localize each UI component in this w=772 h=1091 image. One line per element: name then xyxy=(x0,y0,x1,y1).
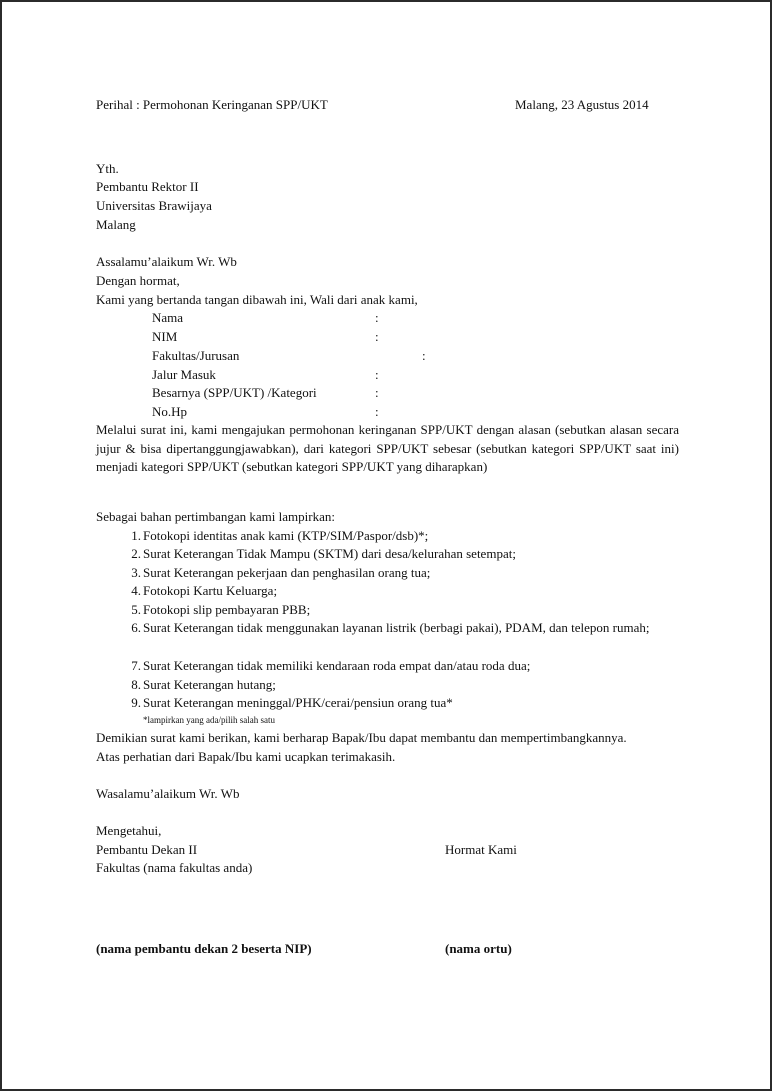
field-label-nama: Nama xyxy=(152,310,184,325)
field-colon-jalur-masuk: : xyxy=(375,367,379,382)
recipient-line-2: Pembantu Rektor II xyxy=(96,179,199,194)
field-colon-nohp: : xyxy=(375,404,379,419)
request-paragraph: Melalui surat ini, kami mengajukan permohonan keringanan SPP/UKT dengan alasan (sebutkan alasan secara jujur & bisa dipertanggungjawabkan), dari kategori SPP/UKT sebesar (sebutkan kategori SPP/UKT saat ini) menjadi kategori SPP/UKT (sebutkan kategori SPP/UKT yang diharapkan) xyxy=(96,422,679,474)
attachment-item xyxy=(117,527,679,546)
opening-greeting: Dengan hormat, xyxy=(96,273,180,288)
left-signer-title: Pembantu Dekan II xyxy=(96,842,198,857)
opening-salam: Assalamu’alaikum Wr. Wb xyxy=(96,254,237,269)
attachment-item xyxy=(117,601,679,620)
attachment-number: 4. xyxy=(131,583,141,598)
attachment-text: Surat Keterangan tidak memiliki kendaraan roda empat dan/atau roda dua; xyxy=(143,658,531,673)
field-colon-nama: : xyxy=(375,310,379,325)
attachment-item xyxy=(117,564,679,583)
opening-intro: Kami yang bertanda tangan dibawah ini, Wali dari anak kami, xyxy=(96,292,418,307)
field-label-besarnya: Besarnya (SPP/UKT) /Kategori xyxy=(152,385,317,400)
field-label-nohp: No.Hp xyxy=(152,404,188,419)
attachment-number: 2. xyxy=(131,546,141,561)
attachment-text: Surat Keterangan meninggal/PHK/cerai/pensiun orang tua* xyxy=(143,695,453,710)
attachment-text: Fotokopi slip pembayaran PBB; xyxy=(143,602,311,617)
attachment-number: 8. xyxy=(131,677,141,692)
attachment-number: 3. xyxy=(131,565,141,580)
right-signer-title: Hormat Kami xyxy=(445,842,517,857)
place-date: Malang, 23 Agustus 2014 xyxy=(515,97,649,112)
field-label-jalur-masuk: Jalur Masuk xyxy=(152,367,216,382)
attachment-text: Surat Keterangan hutang; xyxy=(143,677,276,692)
attachment-item xyxy=(117,582,679,601)
field-label-fakultas: Fakultas/Jurusan xyxy=(152,348,240,363)
attachment-item xyxy=(117,657,679,676)
closing-line-1: Demikian surat kami berikan, kami berharap Bapak/Ibu dapat membantu dan mempertimbangkannya. xyxy=(96,730,627,745)
left-signer-name: (nama pembantu dekan 2 beserta NIP) xyxy=(96,941,312,956)
field-label-nim: NIM xyxy=(152,329,178,344)
subject-line: Perihal : Permohonan Keringanan SPP/UKT xyxy=(96,97,328,112)
closing-salam: Wasalamu’alaikum Wr. Wb xyxy=(96,786,240,801)
field-colon-besarnya: : xyxy=(375,385,379,400)
attachment-number: 5. xyxy=(131,602,141,617)
field-colon-nim: : xyxy=(375,329,379,344)
attachment-item xyxy=(117,619,679,638)
attachment-number: 7. xyxy=(131,658,141,673)
right-signer-name: (nama ortu) xyxy=(445,941,512,956)
acknowledge-label: Mengetahui, xyxy=(96,823,162,838)
recipient-line-3: Universitas Brawijaya xyxy=(96,198,212,213)
attachment-text: Surat Keterangan tidak menggunakan layanan listrik (berbagi pakai), PDAM, dan telepon rumah; xyxy=(143,620,650,635)
attachment-text: Fotokopi Kartu Keluarga; xyxy=(143,583,278,598)
attachment-number: 1. xyxy=(131,528,141,543)
closing-line-2: Atas perhatian dari Bapak/Ibu kami ucapkan terimakasih. xyxy=(96,749,396,764)
attachment-item xyxy=(117,545,679,564)
attachment-number: 6. xyxy=(131,620,141,635)
attachment-text: Surat Keterangan Tidak Mampu (SKTM) dari desa/kelurahan setempat; xyxy=(143,546,516,561)
attachment-item xyxy=(117,676,679,695)
attachments-note: *lampirkan yang ada/pilih salah satu xyxy=(143,715,275,725)
attachments-intro: Sebagai bahan pertimbangan kami lampirkan: xyxy=(96,509,335,524)
recipient-line-1: Yth. xyxy=(96,161,119,176)
field-colon-fakultas: : xyxy=(422,348,426,363)
left-signer-faculty: Fakultas (nama fakultas anda) xyxy=(96,860,253,875)
attachment-number: 9. xyxy=(131,695,141,710)
attachment-text: Surat Keterangan pekerjaan dan penghasilan orang tua; xyxy=(143,565,431,580)
attachment-item xyxy=(117,694,679,713)
attachment-text: Fotokopi identitas anak kami (KTP/SIM/Paspor/dsb)*; xyxy=(143,528,429,543)
recipient-line-4: Malang xyxy=(96,217,136,232)
